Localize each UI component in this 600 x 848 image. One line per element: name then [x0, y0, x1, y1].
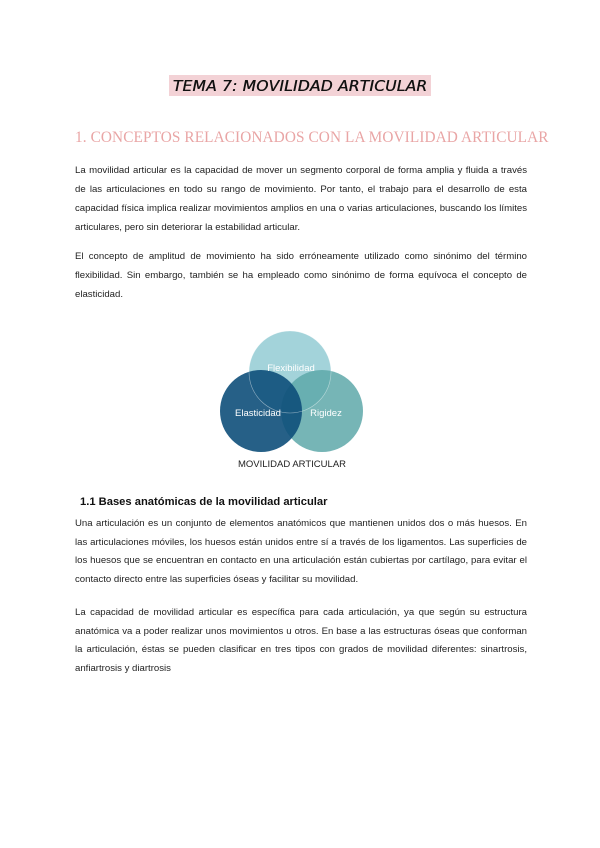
venn-diagram: [205, 325, 395, 475]
paragraph: La capacidad de movilidad articular es específica para cada articulación, ya que según su estructura anatómica va a poder realizar unos movimientos u otros. En base a las estructuras óseas que conforman la articulación, éstas se pueden clasificar en tres tipos con grados de movilidad diferentes: sinartrosis, anfiartrosis y diartrosis: [75, 607, 527, 674]
paragraph: El concepto de amplitud de movimiento ha sido erróneamente utilizado como sinónimo del término flexibilidad. Sin embargo, también se ha empleado como sinónimo de forma equívoca el concepto de elasticidad.: [75, 251, 527, 300]
page-title: TEMA 7: MOVILIDAD ARTICULAR: [169, 75, 432, 96]
title-container: [0, 75, 600, 96]
paragraph: Una articulación es un conjunto de elementos anatómicos que mantienen unidos dos o más huesos. En las articulaciones móviles, los huesos están unidos entre sí a través de los ligamentos. Las superficies de los huesos que se encuentran en contacto en una articulación están cubiertas por cartílago, para evitar el contacto directo entre las superficies óseas y facilitar su movilidad.: [75, 518, 527, 585]
paragraph: La movilidad articular es la capacidad de mover un segmento corporal de forma amplia y fluida a través de las articulaciones en todo su rango de movimiento. Por tanto, el trabajo para el desarrollo de esta capacidad física implica realizar movimientos amplios en una o varias articulaciones, buscando los límites articulares, pero sin deteriorar la estabilidad articular.: [75, 165, 527, 233]
venn-label-rigidez: Rigidez: [310, 408, 342, 419]
venn-caption: MOVILIDAD ARTICULAR: [237, 459, 347, 470]
venn-label-flexibilidad: Flexibilidad: [267, 363, 315, 374]
section-heading: 1. CONCEPTOS RELACIONADOS CON LA MOVILIDAD ARTICULAR: [75, 129, 549, 146]
venn-label-elasticidad: Elasticidad: [235, 408, 281, 419]
subsection-heading: 1.1 Bases anatómicas de la movilidad articular: [80, 496, 328, 508]
